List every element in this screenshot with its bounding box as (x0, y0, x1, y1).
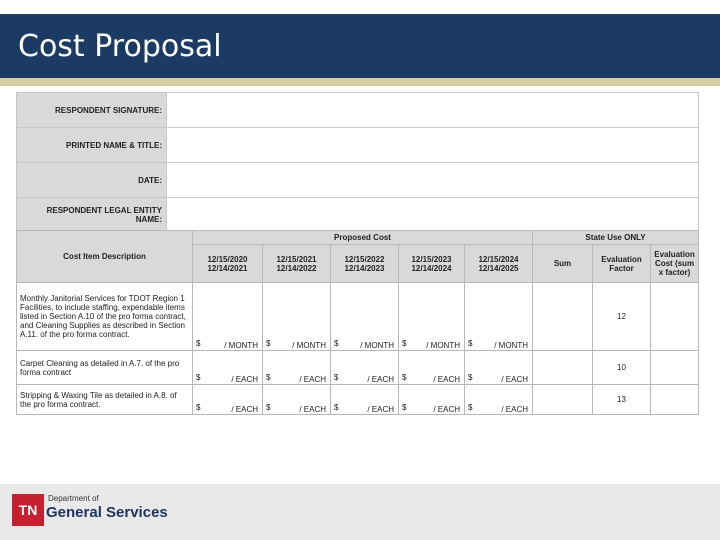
evaluation-cost-header: Evaluation Cost (sum x factor) (651, 245, 699, 283)
dollar-sign: $ (468, 339, 473, 348)
unit-label: / MONTH (360, 341, 394, 350)
price-cell[interactable] (465, 385, 533, 415)
sum-cell[interactable] (533, 351, 593, 385)
price-cell[interactable] (399, 351, 465, 385)
table-row (17, 283, 699, 351)
cost-proposal-form (16, 92, 698, 422)
row-description: Carpet Cleaning as detailed in A.7. of the pro forma contract (17, 351, 193, 385)
unit-label: / MONTH (494, 341, 528, 350)
signature-table (16, 92, 699, 233)
cost-table-group-header (17, 231, 699, 245)
period-header-3: 12/15/2022 12/14/2023 (331, 245, 399, 283)
sum-header: Sum (533, 245, 593, 283)
page-title: Cost Proposal (18, 29, 222, 64)
row-description: Stripping & Waxing Tile as detailed in A.8. of the pro forma contract. (17, 385, 193, 415)
evaluation-cost-cell[interactable] (651, 385, 699, 415)
price-cell[interactable] (465, 283, 533, 351)
dollar-sign: $ (402, 373, 407, 382)
unit-label: / EACH (433, 375, 460, 384)
price-cell[interactable] (263, 283, 331, 351)
description-header: Cost Item Description (17, 231, 193, 283)
table-row (17, 351, 699, 385)
price-cell[interactable] (331, 351, 399, 385)
unit-label: / EACH (367, 405, 394, 414)
price-cell[interactable] (263, 351, 331, 385)
unit-label: / EACH (231, 375, 258, 384)
price-cell[interactable] (399, 385, 465, 415)
signature-row (17, 93, 699, 128)
unit-label: / MONTH (224, 341, 258, 350)
printed-name-row (17, 128, 699, 163)
dollar-sign: $ (266, 403, 271, 412)
dollar-sign: $ (468, 403, 473, 412)
period-header-4: 12/15/2023 12/14/2024 (399, 245, 465, 283)
evaluation-cost-cell[interactable] (651, 351, 699, 385)
accent-bar (0, 78, 720, 86)
dollar-sign: $ (334, 403, 339, 412)
printed-name-label: PRINTED NAME & TITLE: (17, 128, 167, 163)
unit-label: / EACH (367, 375, 394, 384)
date-field[interactable] (167, 163, 699, 198)
price-cell[interactable] (263, 385, 331, 415)
dollar-sign: $ (468, 373, 473, 382)
dollar-sign: $ (196, 403, 201, 412)
proposed-cost-header: Proposed Cost (193, 231, 533, 245)
date-label: DATE: (17, 163, 167, 198)
header-bar (0, 14, 720, 78)
legal-entity-field[interactable] (167, 198, 699, 233)
unit-label: / MONTH (426, 341, 460, 350)
unit-label: / EACH (299, 405, 326, 414)
period-header-5: 12/15/2024 12/14/2025 (465, 245, 533, 283)
dollar-sign: $ (334, 339, 339, 348)
price-cell[interactable] (331, 385, 399, 415)
period-header-1: 12/15/2020 12/14/2021 (193, 245, 263, 283)
dollar-sign: $ (334, 373, 339, 382)
evaluation-cost-cell[interactable] (651, 283, 699, 351)
dollar-sign: $ (402, 403, 407, 412)
dollar-sign: $ (266, 373, 271, 382)
period-header-2: 12/15/2021 12/14/2022 (263, 245, 331, 283)
table-row (17, 385, 699, 415)
dollar-sign: $ (266, 339, 271, 348)
unit-label: / EACH (231, 405, 258, 414)
tn-logo: TN (12, 494, 44, 526)
evaluation-factor-header: Evaluation Factor (593, 245, 651, 283)
evaluation-factor: 13 (593, 385, 651, 415)
sum-cell[interactable] (533, 283, 593, 351)
legal-entity-label: RESPONDENT LEGAL ENTITY NAME: (17, 198, 167, 233)
unit-label: / EACH (501, 375, 528, 384)
price-cell[interactable] (331, 283, 399, 351)
evaluation-factor: 12 (593, 283, 651, 351)
unit-label: / EACH (299, 375, 326, 384)
price-cell[interactable] (465, 351, 533, 385)
price-cell[interactable] (193, 283, 263, 351)
department-label: Department of (48, 494, 99, 503)
price-cell[interactable] (399, 283, 465, 351)
price-cell[interactable] (193, 351, 263, 385)
printed-name-field[interactable] (167, 128, 699, 163)
price-cell[interactable] (193, 385, 263, 415)
dollar-sign: $ (196, 373, 201, 382)
signature-field[interactable] (167, 93, 699, 128)
signature-label: RESPONDENT SIGNATURE: (17, 93, 167, 128)
legal-entity-row (17, 198, 699, 233)
state-use-header: State Use ONLY (533, 231, 699, 245)
cost-table (16, 230, 699, 415)
dollar-sign: $ (196, 339, 201, 348)
dollar-sign: $ (402, 339, 407, 348)
unit-label: / EACH (501, 405, 528, 414)
department-name: General Services (46, 504, 168, 521)
row-description: Monthly Janitorial Services for TDOT Region 1 Facilities, to include staffing, expendable items listed in Section A.10 of the pro forma contract, and Cleaning Supplies as described in Section A.11. of the pro forma contract. (17, 283, 193, 351)
sum-cell[interactable] (533, 385, 593, 415)
unit-label: / EACH (433, 405, 460, 414)
evaluation-factor: 10 (593, 351, 651, 385)
footer (0, 484, 720, 540)
unit-label: / MONTH (292, 341, 326, 350)
date-row (17, 163, 699, 198)
